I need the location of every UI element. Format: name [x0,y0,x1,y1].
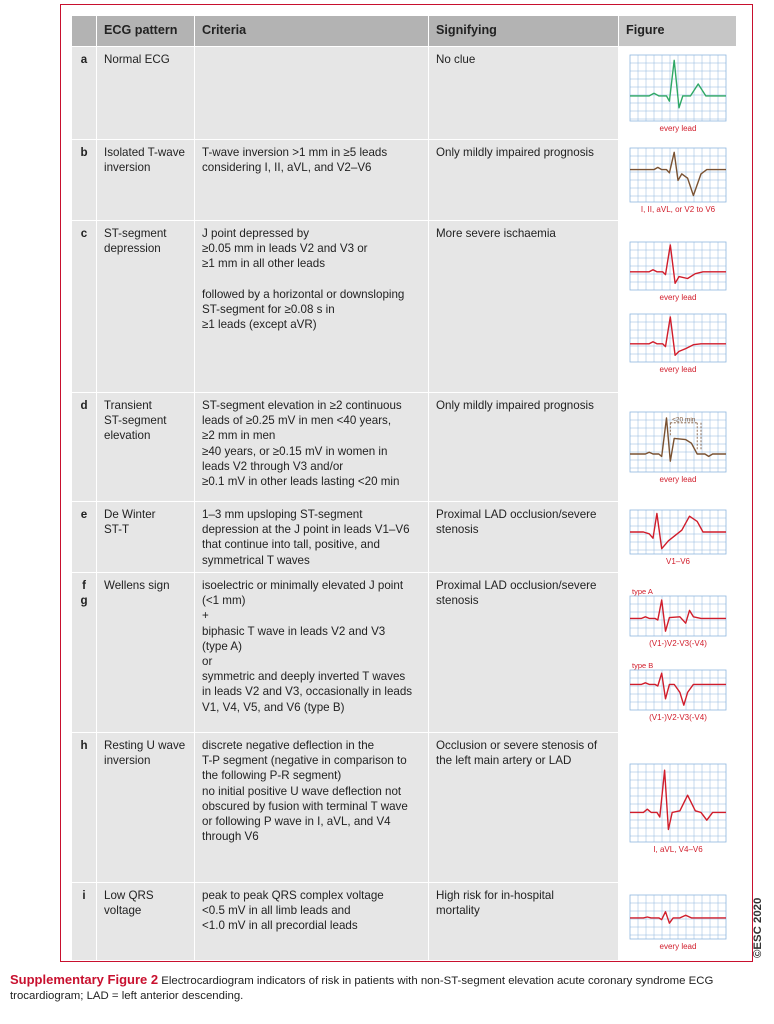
signifying-cell-line: No clue [436,53,476,66]
signifying-cell-line: the left main artery or LAD [436,754,572,768]
ecg-grid [630,596,726,636]
ecg-figure [626,506,730,568]
ecg-pattern-cell [96,46,194,139]
signifying-cell-line: stenosis [436,523,479,537]
criteria-cell-line: J point depressed by [202,227,309,240]
header-figure: Figure [618,16,736,46]
ecg-figure-caption: I, II, aVL, or V2 to V6 [640,205,715,214]
row-letter [72,732,96,882]
signifying-cell-line: stenosis [436,594,479,608]
criteria-cell [194,501,428,572]
ecg-pattern-cell-line: ST-T [104,523,130,537]
criteria-cell-line: followed by a horizontal or downsloping [202,287,405,301]
criteria-cell-line: discrete negative deflection in the [202,739,375,752]
criteria-cell [194,732,428,882]
signifying-cell-line: Proximal LAD occlusion/severe [436,508,597,521]
row-letter-line: a [80,53,88,66]
header-criteria: Criteria [194,16,428,46]
ecg-pattern-cell [96,501,194,572]
signifying-cell [428,392,618,501]
header-signifying: Signifying [428,16,618,46]
criteria-cell-line: <1.0 mV in all precordial leads [202,919,358,933]
ecg-figure-caption: every lead [659,475,696,484]
caption-text-line2: trocardiogram; LAD = left anterior descending. [10,990,244,1002]
signifying-cell-line: More severe ischaemia [436,227,556,240]
criteria-cell-line: no initial positive U wave deflection not [202,784,402,798]
criteria-cell-line: isoelectric or minimally elevated J point [202,579,404,592]
caption-label: Supplementary Figure 2 [10,972,159,987]
criteria-cell-line: ≥40 years, or ≥0.15 mV in women in [202,444,388,458]
row-letter [72,392,96,501]
signifying-cell [428,220,618,392]
signifying-cell-line: mortality [436,904,480,918]
header-letter [72,16,96,46]
table-row [72,501,736,572]
table-row [72,139,736,220]
row-letter [72,46,96,139]
criteria-cell-line: ≥1 mm in all other leads [202,257,325,271]
ecg-figure-caption: (V1-)V2-V3(-V4) [648,712,707,722]
ecg-pattern-cell-line: Resting U wave [104,739,186,752]
table-row [72,392,736,501]
criteria-cell-line: T-P segment (negative in comparison to [202,754,407,768]
ecg-pattern-cell-line: Isolated T-wave [104,146,185,159]
criteria-cell [194,220,428,392]
signifying-cell [428,46,618,139]
ecg-figure-caption: V1–V6 [665,557,690,566]
ecg-grid [630,242,726,290]
criteria-cell-line: leads of ≥0.25 mV in men <40 years, [202,414,392,428]
ecg-pattern-cell [96,220,194,392]
ecg-pattern-cell-line: inversion [104,754,151,768]
ecg-pattern-cell-line: Normal ECG [104,53,170,66]
row-letter-line: g [80,594,88,608]
ecg-figure [626,656,730,724]
signifying-cell-line: Occlusion or severe stenosis of [436,739,598,752]
ecg-type-label: type A [631,586,653,596]
criteria-cell-line: (<1 mm) [202,594,246,608]
table-row [72,572,736,732]
ecg-figure-caption: (V1-)V2-V3(-V4) [648,638,707,648]
signifying-cell-line: Only mildly impaired prognosis [436,146,594,159]
ecg-pattern-cell-line: elevation [104,429,151,443]
criteria-cell [194,392,428,501]
ecg-pattern-cell [96,882,194,960]
criteria-cell-line: T-wave inversion >1 mm in ≥5 leads [202,146,388,159]
row-letter-line: i [82,889,86,902]
ecg-type-label: type B [631,660,653,670]
ecg-figure-caption: every lead [659,364,696,374]
signifying-cell [428,882,618,960]
row-letter [72,139,96,220]
row-letter [72,882,96,960]
criteria-cell-line: considering I, II, aVL, and V2–V6 [202,161,372,175]
ecg-pattern-cell-line: ST-segment [104,227,167,240]
figure-cell [618,392,736,501]
ecg-pattern-cell [96,732,194,882]
figure-caption [10,972,774,1004]
criteria-cell-line: biphasic T wave in leads V2 and V3 [202,624,386,638]
ecg-grid [630,764,726,842]
criteria-cell-line: (type A) [202,639,242,653]
criteria-cell-line: or [202,655,213,669]
criteria-cell [194,882,428,960]
criteria-cell-line: ≥0.05 mm in leads V2 and V3 or [202,242,368,256]
figure-cell [618,46,736,139]
figure-cell [618,501,736,572]
ecg-grid [630,55,726,121]
ecg-figure [626,582,730,650]
ecg-figure-caption: every lead [659,124,696,133]
row-letter-line: h [80,739,88,752]
ecg-pattern-cell-line: Transient [104,399,152,412]
ecg-figure-caption: every lead [659,941,696,951]
row-letter [72,501,96,572]
figure-cell [618,882,736,960]
ecg-annotation-label: <20 min [671,416,695,424]
criteria-cell-line: obscured by fusion with terminal T wave [202,799,408,813]
criteria-cell [194,572,428,732]
table-row [72,46,736,139]
ecg-pattern-cell-line: voltage [104,904,142,918]
criteria-cell-line: ST-segment elevation in ≥2 continuous [202,399,402,412]
row-letter-line: c [80,227,88,240]
table-header-row [72,16,736,46]
signifying-cell-line: Proximal LAD occlusion/severe [436,579,597,592]
table-row [72,732,736,882]
ecg-pattern-cell [96,139,194,220]
ecg-pattern-cell-line: Wellens sign [104,579,170,592]
table-body [72,46,736,960]
ecg-pattern-cell-line: Low QRS [104,889,154,902]
criteria-cell-line: ≥0.1 mV in other leads lasting <20 min [202,475,400,489]
ecg-figure [626,891,730,953]
signifying-cell [428,572,618,732]
figure-cell [618,732,736,882]
criteria-cell [194,139,428,220]
ecg-pattern-cell [96,392,194,501]
header-ecg-pattern: ECG pattern [96,16,194,46]
ecg-grid [630,314,726,362]
criteria-cell-line: ≥1 leads (except aVR) [202,318,317,332]
row-letter [72,220,96,392]
criteria-cell-line: ST-segment for ≥0.08 s in [202,302,335,316]
ecg-grid [630,148,726,202]
criteria-cell-line: leads V2 through V3 and/or [202,459,344,473]
signifying-cell [428,732,618,882]
criteria-cell-line: symmetric and deeply inverted T waves [202,670,406,684]
criteria-cell-line: <0.5 mV in all limb leads and [202,904,351,918]
ecg-pattern-cell-line: De Winter [104,508,156,521]
row-letter-line: d [80,399,88,412]
signifying-cell [428,501,618,572]
row-letter-line: b [80,146,88,159]
figure-cell [618,139,736,220]
criteria-cell-line: symmetrical T waves [202,553,310,567]
criteria-cell-line: peak to peak QRS complex voltage [202,889,384,902]
ecg-risk-table [72,16,736,960]
criteria-cell-line: + [202,609,209,623]
criteria-cell-line: or following P wave in I, aVL, and V4 [202,815,391,829]
criteria-cell-line: the following P-R segment) [202,769,342,783]
ecg-figure [626,51,730,135]
signifying-cell-line: Only mildly impaired prognosis [436,399,594,412]
criteria-cell-line: V1, V4, V5, and V6 (type B) [202,700,345,714]
criteria-cell-line: 1–3 mm upsloping ST-segment [202,508,363,521]
table-row [72,220,736,392]
figure-cell [618,572,736,732]
criteria-cell-line: through V6 [202,830,259,844]
figure-cell [618,220,736,392]
ecg-figure [626,408,730,486]
ecg-figure-caption: I, aVL, V4–V6 [652,844,703,854]
criteria-cell-line: ≥2 mm in men [202,429,276,443]
ecg-figure-caption: every lead [659,292,696,302]
row-letter-line: e [80,508,88,521]
ecg-pattern-cell [96,572,194,732]
row-letter-line: f [82,579,86,592]
ecg-pattern-cell-line: depression [104,242,161,256]
criteria-cell-line: in leads V2 and V3, occasionally in leads [202,685,413,699]
ecg-figure [626,238,730,304]
signifying-cell [428,139,618,220]
copyright-notice: ©ESC 2020 [752,897,764,958]
criteria-cell-line: depression at the J point in leads V1–V6 [202,523,410,537]
criteria-cell-line [202,272,421,287]
ecg-figure [626,310,730,376]
criteria-cell-line: that continue into tall, positive, and [202,538,380,552]
ecg-pattern-cell-line: ST-segment [104,414,167,428]
ecg-figure [626,144,730,216]
signifying-cell-line: High risk for in-hospital [436,889,554,902]
caption-text-line1: Electrocardiogram indicators of risk in patients with non-ST-segment elevation acute coronary syndrome ECG [161,975,714,987]
criteria-cell [194,46,428,139]
table-row [72,882,736,960]
ecg-pattern-cell-line: inversion [104,161,151,175]
ecg-figure [626,760,730,856]
row-letter [72,572,96,732]
